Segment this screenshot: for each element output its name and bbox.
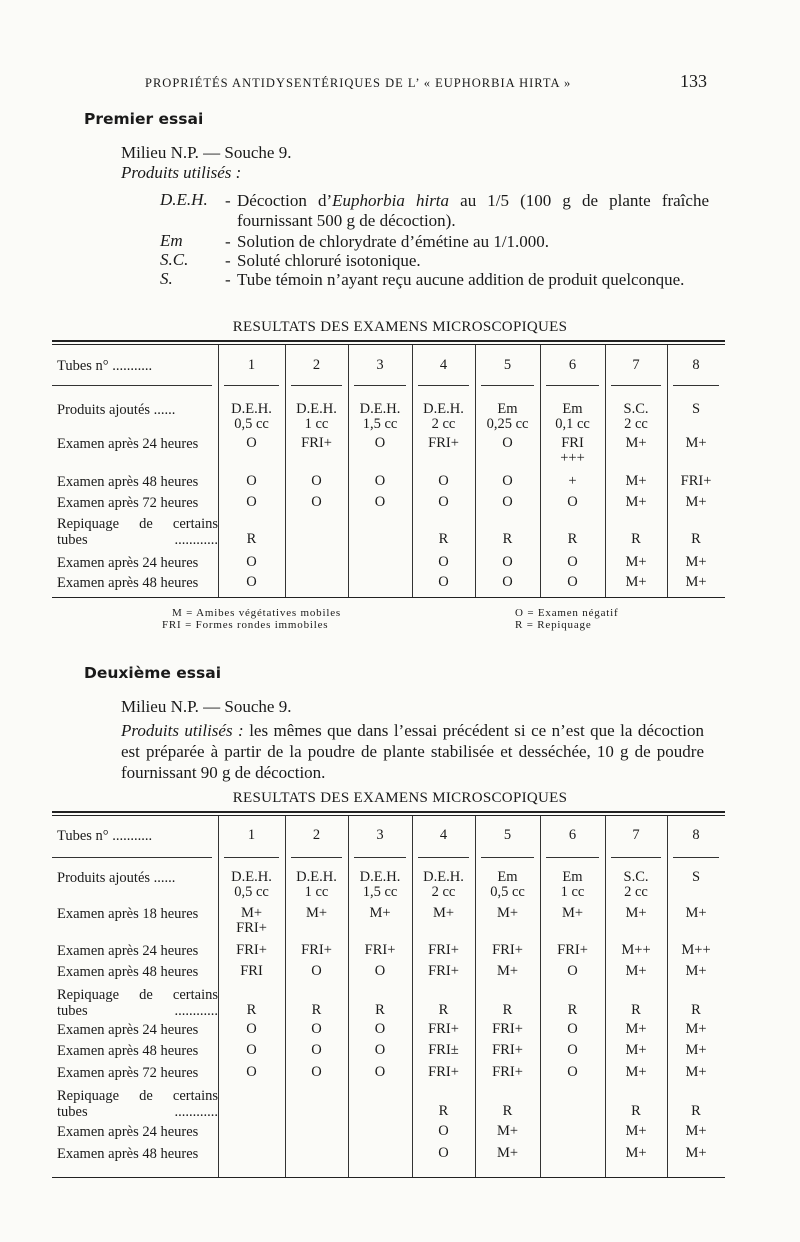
essai2-cell: M+ [561,905,584,921]
essai1-cell: O [246,574,257,590]
essai1-cell: M+ [625,473,647,489]
essai1-cell: O [438,554,449,570]
essai1-milieu: Milieu N.P. — Souche 9. [121,143,292,162]
essai1-cell: O [502,473,513,489]
essai1-cell: O [438,574,449,590]
essai2-cell: M+ FRI+ [236,905,267,936]
essai1-top-rule [52,340,725,342]
essai1-header-underline-5 [481,385,534,386]
essai2-cell: FRI+ [428,942,459,958]
essai2-cell: M+ [685,1064,707,1080]
essai2-cell: O [374,1042,386,1058]
essai2-title: Deuxième essai [84,664,222,682]
essai1-row-label: Examen après 48 heures [57,474,199,490]
essai1-header-underline-4 [418,385,469,386]
page-number: 133 [680,71,707,91]
essai2-produits: Produits utilisés : les mêmes que dans l’essai précédent si ce n’est que la décoction est préparée à partir de la poudre de plante stabilisée et desséchée, 10 g de poudre fournissant 90 g de décoction. [121,721,705,782]
essai1-cell: M+ [685,574,707,590]
essai1-cell: D.E.H. 1 cc [296,401,337,432]
essai2-cell: FRI+ [428,1064,459,1080]
essai2-cell: M+ [432,905,455,921]
legend-m: M = Amibes végétatives mobiles [172,607,341,619]
essai2-cell: FRI+ [492,1021,523,1037]
essai1-header-underline-2 [291,385,342,386]
product-code-s: S. [160,269,173,288]
essai2-cell: M+ [305,905,328,921]
essai1-tube-number: 5 [503,357,512,373]
product-desc-sc: - Soluté chloruré isotonique. [225,251,421,270]
essai2-row-label: Examen après 24 heures [57,1022,199,1038]
essai1-cell: D.E.H. 2 cc [423,401,464,432]
essai1-tube-number: 4 [439,357,448,373]
essai2-cell: FRI+ [428,963,459,979]
essai2-cell: FRI± [428,1042,459,1058]
essai1-header-underline-7 [611,385,661,386]
essai1-cell: R [691,531,701,547]
essai2-cell: R [311,1002,322,1018]
essai1-cell: O [567,574,578,590]
essai2-cell: O [311,1042,322,1058]
essai2-cell: M++ [621,942,651,958]
essai1-col-line-2 [285,345,286,597]
essai2-header-underline-4 [418,857,469,858]
essai1-tube-number: 2 [312,357,321,373]
essai2-cell: O [567,963,578,979]
essai1-cell: O [246,554,257,570]
essai2-row-label: Repiquage de certains tubes ............ [57,987,218,1019]
essai1-tubes-label: Tubes n° ........... [57,358,153,374]
essai2-row-label: Examen après 18 heures [57,906,199,922]
essai2-row-label: Examen après 72 heures [57,1065,199,1081]
essai2-cell: S [691,869,701,885]
essai1-tube-number: 6 [568,357,577,373]
essai2-tube-number: 3 [376,827,384,843]
essai2-header-underline-2 [291,857,342,858]
essai2-header-underline-1 [224,857,279,858]
essai2-bottom-rule [52,1177,725,1178]
essai1-cell: M+ [625,574,647,590]
essai1-header-underline-6 [546,385,599,386]
essai1-cell: O [502,435,513,451]
essai1-cell: M+ [625,554,647,570]
essai2-cell: O [567,1021,578,1037]
essai2-tube-number: 5 [503,827,512,843]
essai1-cell: D.E.H. 1,5 cc [359,401,401,432]
essai2-cell: FRI+ [557,942,588,958]
legend-o: O = Examen négatif [515,607,619,619]
essai1-top-rule-2 [52,344,725,345]
essai2-tube-number: 1 [247,827,256,843]
essai2-header-underline-5 [481,857,534,858]
essai1-cell: O [311,494,322,510]
essai2-row-label: Produits ajoutés ...... [57,870,176,886]
essai2-tube-number: 4 [439,827,448,843]
essai1-cell: O [502,494,513,510]
essai2-cell: M+ [625,905,647,921]
essai2-cell: M+ [625,1123,647,1139]
essai1-produits-label: Produits utilisés : [121,163,242,182]
essai1-row-label: Repiquage de certains tubes ............ [57,516,218,548]
essai2-cell: R [502,1103,513,1119]
essai2-cell: O [374,1064,386,1080]
essai2-cell: D.E.H. 1 cc [296,869,337,900]
essai1-cell: Em 0,1 cc [555,401,590,432]
essai2-cell: O [567,1042,578,1058]
essai2-cell: M+ [685,1021,707,1037]
essai1-cell: M+ [625,435,647,451]
essai2-cell: M+ [496,1123,519,1139]
product-code-sc: S.C. [160,250,189,269]
essai2-row-label: Examen après 48 heures [57,1146,199,1162]
legend-r: R = Repiquage [515,619,592,631]
essai2-cell: FRI+ [301,942,332,958]
essai2-cell: O [374,1021,386,1037]
essai2-cell: M+ [496,963,519,979]
product-desc-deh: - Décoction d’Euphorbia hirta au 1/5 (100 g de plante fraîche fournissant 500 g de décoction). [225,191,709,230]
essai1-cell: O [438,473,449,489]
essai1-cell: O [374,435,386,451]
essai1-cell: + [568,473,577,489]
essai2-cell: M+ [369,905,391,921]
essai2-cell: M+ [685,905,707,921]
essai2-cell: O [374,963,386,979]
essai1-cell: FRI+ [680,473,712,489]
essai2-cell: R [631,1002,641,1018]
essai2-cell: M+ [496,905,519,921]
essai1-tube-number: 8 [692,357,700,373]
essai2-cell: M++ [681,942,711,958]
essai2-cell: O [567,1064,578,1080]
essai1-row-label: Examen après 48 heures [57,575,199,591]
essai1-cell: O [567,494,578,510]
essai2-cell: R [502,1002,513,1018]
essai1-tube-number: 3 [376,357,384,373]
essai2-cell: O [246,1042,257,1058]
essai2-cell: O [246,1021,257,1037]
essai2-cell: D.E.H. 2 cc [423,869,464,900]
essai1-row-label: Examen après 24 heures [57,436,199,452]
essai2-top-rule-2 [52,815,725,816]
essai1-cell: S.C. 2 cc [623,401,649,432]
essai1-cell: O [246,494,257,510]
essai2-cell: M+ [496,1145,519,1161]
essai1-cell: O [567,554,578,570]
legend-fri: FRI = Formes rondes immobiles [162,619,329,631]
essai1-header-underline-0 [52,385,212,386]
table2-caption: RESULTATS DES EXAMENS MICROSCOPIQUES [232,790,568,806]
essai2-cell: O [311,1021,322,1037]
essai2-cell: R [691,1103,701,1119]
essai1-cell: O [246,473,257,489]
essai2-cell: FRI+ [236,942,267,958]
essai1-cell: R [246,531,257,547]
essai1-header-underline-3 [354,385,406,386]
product-code-deh: D.E.H. [160,190,208,209]
essai2-header-underline-8 [673,857,719,858]
essai2-cell: D.E.H. 0,5 cc [231,869,272,900]
essai1-header-underline-8 [673,385,719,386]
essai2-cell: R [438,1103,449,1119]
essai1-cell: FRI+ [301,435,332,451]
essai2-cell: M+ [625,1021,647,1037]
essai2-header-underline-3 [354,857,406,858]
essai2-cell: S.C. 2 cc [623,869,649,900]
essai1-col-line-3 [348,345,349,597]
essai1-cell: M+ [685,435,707,451]
essai2-cell: R [375,1002,385,1018]
running-head: PROPRIÉTÉS ANTIDYSENTÉRIQUES DE L’ « EUPHORBIA HIRTA » [145,76,572,90]
essai1-row-label: Produits ajoutés ...... [57,402,176,418]
essai2-cell: M+ [625,963,647,979]
essai1-cell: M+ [685,494,707,510]
essai1-cell: FRI+ [428,435,459,451]
essai1-cell: D.E.H. 0,5 cc [231,401,272,432]
essai1-cell: O [246,435,257,451]
product-desc-em: - Solution de chlorydrate d’émétine au 1/1.000. [225,232,550,251]
essai2-cell: O [311,963,322,979]
essai2-cell: R [631,1103,641,1119]
essai1-tube-number: 7 [632,357,640,373]
essai2-cell: FRI+ [492,1064,523,1080]
essai2-cell: FRI+ [364,942,396,958]
product-code-em: Em [160,231,183,250]
essai2-cell: R [246,1002,257,1018]
product-desc-s: - Tube témoin n’ayant reçu aucune addition de produit quelconque. [225,270,685,289]
essai1-cell: R [631,531,641,547]
essai2-header-underline-6 [546,857,599,858]
essai1-cell: Em 0,25 cc [486,401,529,432]
essai2-cell: O [438,1145,449,1161]
essai1-cell: O [502,574,513,590]
essai1-cell: O [502,554,513,570]
essai2-cell: FRI+ [492,1042,523,1058]
table1-caption: RESULTATS DES EXAMENS MICROSCOPIQUES [232,319,568,335]
essai2-cell: O [246,1064,257,1080]
essai2-tube-number: 8 [692,827,700,843]
essai1-bottom-rule [52,597,725,598]
essai1-cell: M+ [685,554,707,570]
essai1-cell: O [374,473,386,489]
essai2-row-label: Examen après 24 heures [57,1124,199,1140]
essai1-cell: FRI +++ [560,435,585,466]
essai1-cell: R [502,531,513,547]
essai2-top-rule [52,811,725,813]
essai2-cell: R [691,1002,701,1018]
essai2-cell: R [438,1002,449,1018]
essai2-cell: M+ [625,1042,647,1058]
essai1-cell: R [438,531,449,547]
essai2-header-underline-7 [611,857,661,858]
essai2-milieu: Milieu N.P. — Souche 9. [121,697,292,716]
essai1-row-label: Examen après 72 heures [57,495,199,511]
essai2-cell: FRI [240,963,263,979]
essai2-tube-number: 6 [568,827,577,843]
essai2-cell: FRI+ [492,942,523,958]
essai1-cell: M+ [625,494,647,510]
essai2-row-label: Examen après 24 heures [57,943,199,959]
essai2-cell: M+ [625,1145,647,1161]
essai2-cell: Em 0,5 cc [490,869,525,900]
essai2-tubes-label: Tubes n° ........... [57,828,153,844]
essai2-row-label: Examen après 48 heures [57,1043,199,1059]
essai2-tube-number: 2 [312,827,321,843]
essai2-row-label: Examen après 48 heures [57,964,199,980]
essai2-header-underline-0 [52,857,212,858]
essai2-tube-number: 7 [632,827,640,843]
essai2-cell: M+ [685,1145,707,1161]
essai2-row-label: Repiquage de certains tubes ............ [57,1088,218,1120]
essai1-cell: O [311,473,322,489]
essai1-row-label: Examen après 24 heures [57,555,199,571]
essai1-cell: O [438,494,449,510]
essai2-cell: FRI+ [428,1021,459,1037]
essai1-cell: R [567,531,578,547]
essai2-cell: M+ [685,1123,707,1139]
essai2-cell: D.E.H. 1,5 cc [359,869,401,900]
essai2-cell: M+ [685,963,707,979]
essai2-cell: M+ [625,1064,647,1080]
essai1-cell: S [691,401,701,417]
essai2-cell: M+ [685,1042,707,1058]
essai1-tube-number: 1 [247,357,256,373]
essai1-header-underline-1 [224,385,279,386]
essai2-cell: R [567,1002,578,1018]
essai2-cell: Em 1 cc [560,869,585,900]
essai2-cell: O [311,1064,322,1080]
essai1-cell: O [374,494,386,510]
essai2-cell: O [438,1123,449,1139]
essai1-title: Premier essai [84,110,204,128]
